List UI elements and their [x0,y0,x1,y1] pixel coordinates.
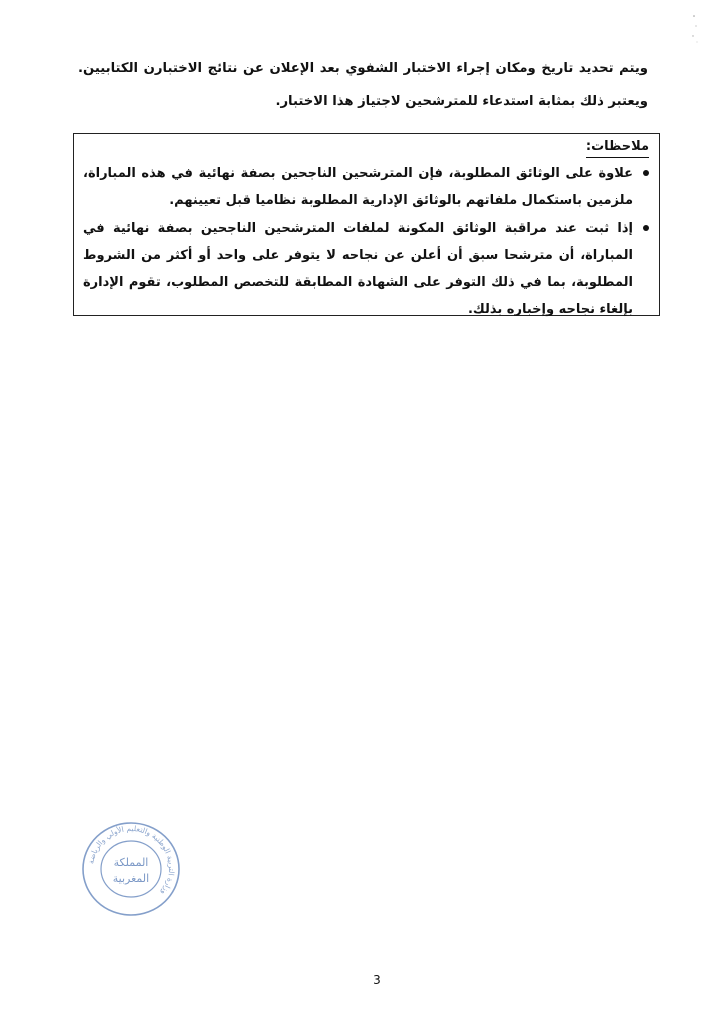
note-text: إذا ثبت عند مراقبة الوثائق المكونة لملفات المترشحين الناجحين بصفة نهائية في المباراة، أن مترشحا سبق أن أعلن عن نجاحه لا يتوفر على واحد أو أكثر من الشروط المطلوبة، بما في ذلك التوفر على الشهادة المطابقة للتخصص المطلوب، تقوم الإدارة بإلغاء نجاحه وإخباره بذلك. [83,221,633,317]
notes-box [73,133,660,316]
notes-list [83,160,649,323]
intro-paragraph: ويتم تحديد تاريخ ومكان إجراء الاختبار الشفوي بعد الإعلان عن نتائج الاختبارن الكتابيين. ويعتبر ذلك بمثابة استدعاء للمترشحين لاجتياز هذا الاختبار. [78,61,648,109]
bullet-icon [643,170,649,176]
stamp-text-line2: المغربية [112,872,150,885]
scan-marks [688,12,708,52]
page-number: 3 [373,973,381,987]
note-item [83,160,649,214]
official-stamp [80,820,182,918]
note-item [83,215,649,323]
bullet-icon [643,225,649,231]
notes-title: ملاحظات: [586,138,649,158]
stamp-ring-text: وزارة التربية الوطنية والتعليم الأولي والرياضة [86,823,177,897]
stamp-text-line1: المملكة [113,856,149,869]
note-text: علاوة على الوثائق المطلوبة، فإن المترشحين الناجحين بصفة نهائية في هذه المباراة، ملزمين باستكمال ملفاتهم بالوثائق الإدارية المطلوبة نظاميا قبل تعيينهم. [83,166,633,208]
